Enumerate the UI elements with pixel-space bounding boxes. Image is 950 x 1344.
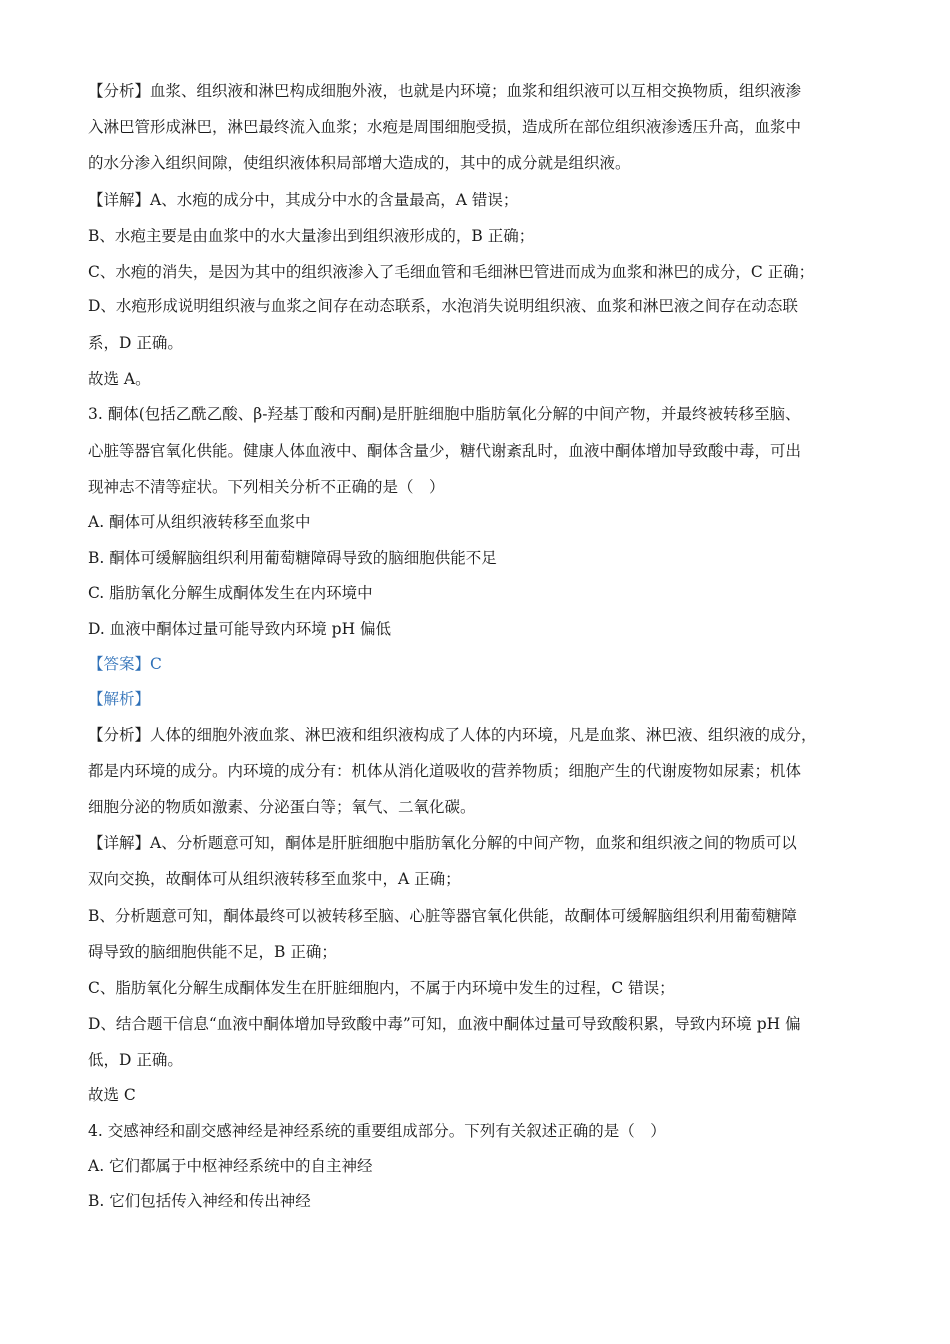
detail-2-option-b-line-1: B、分析题意可知，酮体最终可以被转移至脑、心脏等器官氧化供能，故酮体可缓解脑组织利用葡萄糖障 (88, 907, 797, 925)
detail-option-d-line-2: 系，D 正确。 (88, 334, 183, 352)
detail-option-a: 【详解】A、水疱的成分中，其成分中水的含量最高，A 错误； (88, 191, 519, 209)
answer-choice-q3: 故选 C (88, 1086, 136, 1104)
analysis-paragraph-2-line-1: 【分析】人体的细胞外液血浆、淋巴液和组织液构成了人体的内环境，凡是血浆、淋巴液、组织液的成分， (88, 726, 817, 744)
detail-option-c: C、水疱的消失，是因为其中的组织液渗入了毛细血管和毛细淋巴管进而成为血浆和淋巴的成分，C 正确； (88, 263, 815, 281)
detail-2-option-b-line-2: 碍导致的脑细胞供能不足，B 正确； (88, 943, 337, 961)
analysis-paragraph-1-line-1: 【分析】血浆、组织液和淋巴构成细胞外液，也就是内环境；血浆和组织液可以互相交换物质，组织液渗 (88, 82, 802, 100)
detail-2-option-d-line-1: D、结合题干信息“血液中酮体增加导致酸中毒”可知，血液中酮体过量可导致酸积累，导致内环境 pH 偏 (88, 1015, 801, 1033)
analysis-paragraph-1-line-2: 入淋巴管形成淋巴，淋巴最终流入血浆；水疱是周围细胞受损，造成所在部位组织液渗透压升高，血浆中 (88, 118, 802, 136)
detail-2-option-c: C、脂肪氧化分解生成酮体发生在肝脏细胞内，不属于内环境中发生的过程，C 错误； (88, 979, 675, 997)
question-3-option-d: D. 血液中酮体过量可能导致内环境 pH 偏低 (88, 620, 392, 638)
detail-2-option-a-line-2: 双向交换，故酮体可从组织液转移至血浆中，A 正确； (88, 870, 461, 888)
detail-option-d-line-1: D、水疱形成说明组织液与血浆之间存在动态联系，水泡消失说明组织液、血浆和淋巴液之间存在动态联 (88, 297, 798, 315)
answer-choice-q2: 故选 A。 (88, 370, 151, 388)
question-4-stem: 4. 交感神经和副交感神经是神经系统的重要组成部分。下列有关叙述正确的是（ ） (88, 1122, 666, 1140)
detail-2-option-d-line-2: 低，D 正确。 (88, 1051, 183, 1069)
question-4-option-a: A. 它们都属于中枢神经系统中的自主神经 (88, 1157, 373, 1175)
analysis-paragraph-1-line-3: 的水分渗入组织间隙，使组织液体积局部增大造成的，其中的成分就是组织液。 (88, 154, 631, 172)
detail-2-option-a-line-1: 【详解】A、分析题意可知，酮体是肝脏细胞中脂肪氧化分解的中间产物，血浆和组织液之间的物质可以 (88, 834, 797, 852)
detail-option-b: B、水疱主要是由血浆中的水大量渗出到组织液形成的，B 正确； (88, 227, 535, 245)
question-3-option-c: C. 脂肪氧化分解生成酮体发生在内环境中 (88, 584, 373, 602)
answer-label: 【答案】C (88, 655, 162, 673)
question-3-option-b: B. 酮体可缓解脑组织利用葡萄糖障碍导致的脑细胞供能不足 (88, 549, 497, 567)
question-3-stem-line-1: 3. 酮体(包括乙酰乙酸、β-羟基丁酸和丙酮)是肝脏细胞中脂肪氧化分解的中间产物，并最终被转移至脑、 (88, 405, 801, 423)
analysis-paragraph-2-line-3: 细胞分泌的物质如激素、分泌蛋白等；氧气、二氧化碳。 (88, 798, 476, 816)
question-3-stem-line-2: 心脏等器官氧化供能。健康人体血液中、酮体含量少，糖代谢紊乱时，血液中酮体增加导致酸中毒，可出 (88, 442, 802, 460)
question-3-stem-line-3: 现神志不清等症状。下列相关分析不正确的是（ ） (88, 478, 445, 496)
explanation-label: 【解析】 (88, 690, 151, 708)
question-4-option-b: B. 它们包括传入神经和传出神经 (88, 1192, 311, 1210)
analysis-paragraph-2-line-2: 都是内环境的成分。内环境的成分有：机体从消化道吸收的营养物质；细胞产生的代谢废物如尿素；机体 (88, 762, 802, 780)
question-3-option-a: A. 酮体可从组织液转移至血浆中 (88, 513, 311, 531)
